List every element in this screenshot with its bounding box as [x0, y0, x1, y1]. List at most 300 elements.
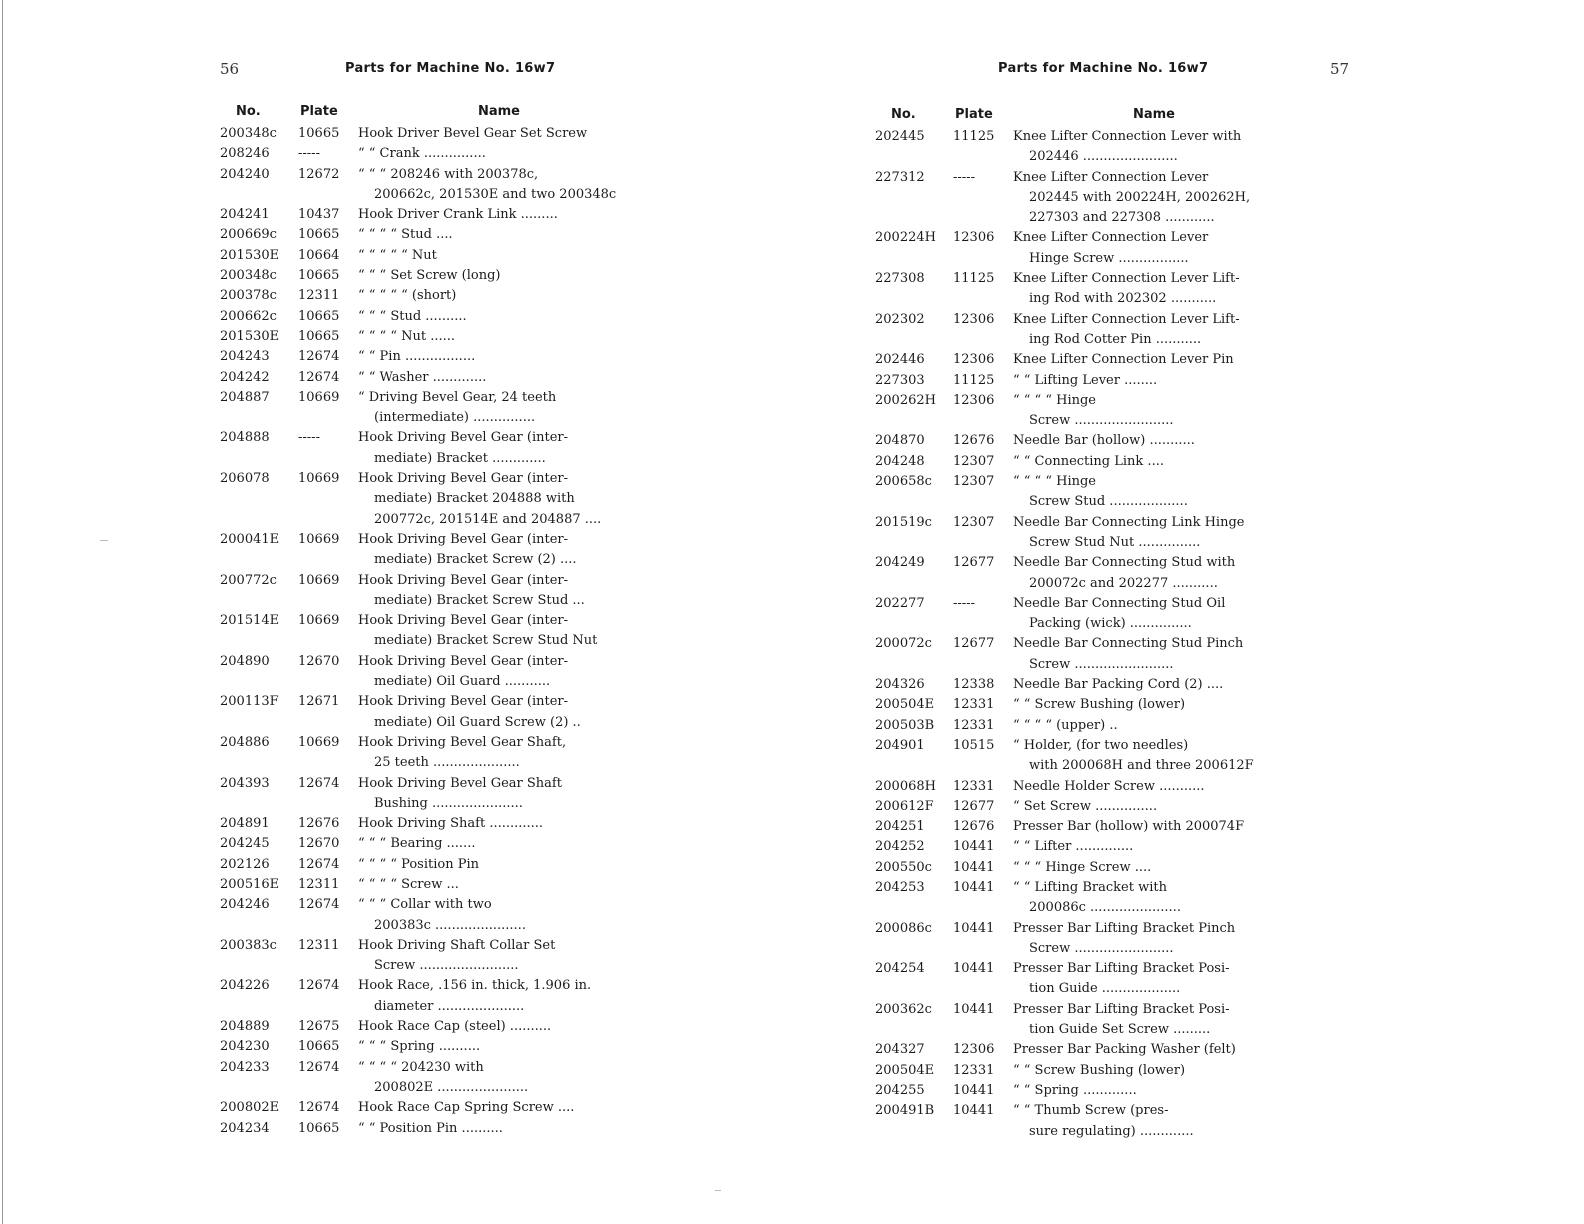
part-number: 200348c — [220, 126, 277, 141]
part-name-line: “ “ Lifting Bracket with — [1013, 879, 1167, 895]
part-number: 227308 — [875, 271, 925, 287]
part-name — [1013, 452, 1295, 472]
table-row — [875, 817, 1295, 837]
part-number: 204886 — [220, 734, 270, 750]
table-row — [220, 225, 640, 245]
part-name — [1013, 634, 1295, 675]
part-name-line: Packing (wick) ............... — [1029, 616, 1192, 632]
part-number: 200503B — [875, 717, 935, 733]
part-name — [358, 855, 640, 875]
plate-number: 10665 — [298, 268, 340, 284]
plate-number: ----- — [298, 430, 320, 446]
plate-number: 12674 — [298, 1059, 340, 1075]
plate-number: 10669 — [298, 389, 340, 405]
table-row — [875, 716, 1295, 736]
part-name-line: Hook Driving Shaft Collar Set — [358, 937, 556, 953]
part-name-line: “ “ “ “ Nut ...... — [358, 328, 456, 344]
part-number: 204233 — [220, 1059, 270, 1075]
part-name — [1013, 878, 1295, 919]
plate-number: 12677 — [953, 636, 995, 652]
plate-number: 12306 — [953, 1042, 995, 1058]
plate-number: 12338 — [953, 677, 995, 693]
part-name-line: Screw Stud Nut ............... — [1029, 534, 1201, 550]
plate-number: 10665 — [298, 328, 340, 344]
part-name — [1013, 1101, 1295, 1142]
part-number: 204890 — [220, 653, 270, 669]
table-row — [875, 513, 1295, 554]
plate-number: 11125 — [953, 372, 995, 388]
table-row — [220, 652, 640, 693]
part-number: 204249 — [875, 555, 925, 571]
part-number: 200378c — [220, 288, 277, 304]
table-row — [875, 1061, 1295, 1081]
part-number: 200383c — [220, 937, 277, 953]
part-name — [1013, 350, 1295, 370]
table-row — [220, 733, 640, 774]
part-name-line: “ “ “ Collar with two — [358, 897, 492, 913]
plate-number: 10665 — [298, 126, 340, 141]
part-number: 200662c — [220, 308, 277, 324]
part-number: 200086c — [875, 920, 932, 936]
plate-number: 12676 — [298, 816, 340, 832]
part-name-line: Needle Holder Screw ........... — [1013, 778, 1205, 794]
part-name — [1013, 228, 1295, 269]
part-number: 204242 — [220, 369, 270, 385]
part-number: 201514E — [220, 613, 280, 629]
part-name — [1013, 472, 1295, 513]
part-number: 204230 — [220, 1039, 270, 1055]
part-name-line: Hook Driving Bevel Gear (inter- — [358, 471, 568, 487]
part-number: 227303 — [875, 372, 925, 388]
table-row — [220, 692, 640, 733]
table-row — [220, 571, 640, 612]
table-row — [875, 127, 1295, 168]
part-name-line: 200772c, 201514E and 204887 .... — [374, 511, 602, 527]
plate-number: 10669 — [298, 572, 340, 588]
plate-number: 12307 — [953, 453, 995, 469]
part-name-line: Hinge Screw ................. — [1029, 250, 1189, 266]
part-name — [1013, 513, 1295, 554]
table-row — [220, 1017, 640, 1037]
part-name-line: Knee Lifter Connection Lever — [1013, 169, 1209, 185]
part-number: 202446 — [875, 352, 925, 368]
part-name-line: 200802E ...................... — [374, 1079, 529, 1095]
part-name — [358, 225, 640, 245]
part-number: 204889 — [220, 1019, 270, 1035]
part-name-line: Knee Lifter Connection Lever Lift- — [1013, 311, 1240, 327]
part-name — [358, 165, 640, 206]
plate-number: 12676 — [953, 819, 995, 835]
table-row — [875, 675, 1295, 695]
part-name-line: “ “ Position Pin .......... — [358, 1120, 503, 1136]
table-row — [220, 1058, 640, 1099]
table-row — [875, 1000, 1295, 1041]
plate-number: 12674 — [298, 775, 340, 791]
part-number: 200224H — [875, 230, 936, 246]
part-name-line: “ “ Screw Bushing (lower) — [1013, 697, 1186, 713]
plate-number: 10669 — [298, 471, 340, 487]
plate-number: 10664 — [298, 247, 340, 263]
part-name-line: “ Holder, (for two needles) — [1013, 737, 1189, 753]
part-name — [1013, 168, 1295, 229]
part-name-line: Knee Lifter Connection Lever Pin — [1013, 352, 1234, 368]
part-name-line: Needle Bar Connecting Link Hinge — [1013, 514, 1245, 530]
part-number: 201530E — [220, 247, 280, 263]
part-name-line: diameter ..................... — [374, 998, 525, 1014]
part-number: 201530E — [220, 328, 280, 344]
plate-number: 12677 — [953, 555, 995, 571]
part-name-line: Screw ........................ — [1029, 940, 1174, 956]
part-name — [358, 1037, 640, 1057]
parts-table — [875, 103, 1295, 1142]
part-number: 204240 — [220, 166, 270, 182]
table-row — [875, 837, 1295, 857]
plate-number: ----- — [298, 146, 320, 162]
table-row — [875, 553, 1295, 594]
part-number: 204241 — [220, 207, 270, 223]
part-name-line: mediate) Bracket Screw (2) .... — [374, 552, 577, 568]
plate-number: 12306 — [953, 230, 995, 246]
part-name-line: “ “ Lifter .............. — [1013, 839, 1134, 855]
page-title: Parts for Machine No. 16w7 — [998, 61, 1209, 76]
part-name-line: “ “ Thumb Screw (pres- — [1013, 1103, 1169, 1119]
part-name-line: (intermediate) ............... — [374, 410, 536, 426]
table-row — [220, 1098, 640, 1118]
plate-number: 12307 — [953, 514, 995, 530]
table-row — [875, 959, 1295, 1000]
table-row — [220, 368, 640, 388]
part-name-line: Hook Driving Bevel Gear Shaft — [358, 775, 562, 791]
part-number: 204254 — [875, 961, 925, 977]
part-name-line: mediate) Bracket Screw Stud Nut — [374, 633, 598, 649]
plate-number: 12672 — [298, 166, 340, 182]
part-name-line: mediate) Oil Guard ........... — [374, 674, 551, 690]
part-name — [358, 530, 640, 571]
table-row — [875, 310, 1295, 351]
table-row — [875, 797, 1295, 817]
part-name — [358, 428, 640, 469]
part-name-line: tion Guide ................... — [1029, 981, 1181, 997]
part-name-line: “ Set Screw ............... — [1013, 798, 1158, 814]
plate-number: 11125 — [953, 129, 995, 144]
part-number: 204255 — [875, 1082, 925, 1098]
part-name — [358, 976, 640, 1017]
part-name-line: “ “ “ Set Screw (long) — [358, 268, 501, 284]
part-name-line: Needle Bar Packing Cord (2) .... — [1013, 677, 1224, 693]
table-row — [220, 1119, 640, 1139]
part-name-line: Screw ........................ — [374, 958, 519, 974]
table-row — [875, 1081, 1295, 1101]
part-number: 204234 — [220, 1120, 270, 1136]
part-number: 200516E — [220, 876, 280, 892]
plate-number: 12331 — [953, 697, 995, 713]
part-name-line: “ “ “ “ Hinge — [1013, 474, 1096, 490]
part-name-line: Bushing ...................... — [374, 795, 523, 811]
part-name-line: 200086c ...................... — [1029, 900, 1181, 916]
part-name-line: “ “ Crank ............... — [358, 146, 486, 162]
part-name — [1013, 675, 1295, 695]
part-name — [358, 652, 640, 693]
table-row — [220, 855, 640, 875]
part-name — [358, 246, 640, 266]
part-name — [358, 875, 640, 895]
part-name — [1013, 1040, 1295, 1060]
part-name — [1013, 858, 1295, 878]
table-row — [220, 246, 640, 266]
part-name — [358, 144, 640, 164]
part-name — [358, 266, 640, 286]
part-name — [1013, 127, 1295, 168]
plate-number: 12311 — [298, 937, 340, 953]
part-name — [1013, 371, 1295, 391]
part-name-line: “ “ Connecting Link .... — [1013, 453, 1164, 469]
part-name-line: Screw ........................ — [1029, 656, 1174, 672]
part-name-line: Hook Driving Bevel Gear (inter- — [358, 613, 568, 629]
plate-number: 10669 — [298, 734, 340, 750]
table-row — [220, 165, 640, 206]
table-row — [875, 168, 1295, 229]
part-name — [358, 307, 640, 327]
part-name-line: Hook Driving Bevel Gear (inter- — [358, 694, 568, 710]
part-name-line: 200383c ...................... — [374, 917, 526, 933]
plate-number: 10441 — [953, 859, 995, 875]
part-number: 204888 — [220, 430, 270, 446]
table-body — [220, 124, 640, 1139]
page-edge-line — [2, 0, 3, 1224]
plate-number: 10441 — [953, 879, 995, 895]
table-row — [875, 431, 1295, 451]
part-number: 202126 — [220, 856, 270, 872]
part-number: 204253 — [875, 879, 925, 895]
part-number: 200772c — [220, 572, 277, 588]
plate-number: ----- — [953, 169, 975, 185]
part-number: 200113F — [220, 694, 279, 710]
table-row — [220, 307, 640, 327]
part-number: 204326 — [875, 677, 925, 693]
part-number: 200491B — [875, 1103, 935, 1119]
table-row — [875, 1101, 1295, 1142]
part-name — [358, 1098, 640, 1118]
part-name-line: “ “ “ “ (upper) .. — [1013, 717, 1118, 733]
part-name-line: Hook Driver Crank Link ......... — [358, 207, 558, 223]
plate-number: 10441 — [953, 961, 995, 977]
part-number: 204246 — [220, 897, 270, 913]
part-name-line: Needle Bar (hollow) ........... — [1013, 433, 1195, 449]
part-name — [1013, 777, 1295, 797]
part-name — [358, 733, 640, 774]
part-name-line: “ “ “ Stud .......... — [358, 308, 467, 324]
part-name-line: “ “ “ 208246 with 200378c, — [358, 166, 539, 182]
part-number: 204245 — [220, 836, 270, 852]
part-name — [1013, 310, 1295, 351]
header-name: Name — [477, 103, 520, 119]
parts-table — [220, 100, 640, 1139]
header-plate: Plate — [300, 103, 338, 119]
part-name-line: tion Guide Set Screw ......... — [1029, 1022, 1211, 1038]
part-name — [1013, 391, 1295, 432]
part-name — [1013, 695, 1295, 715]
part-name-line: Presser Bar Lifting Bracket Posi- — [1013, 961, 1230, 977]
part-name-line: Screw Stud ................... — [1029, 494, 1188, 510]
part-name — [358, 286, 640, 306]
part-number: 206078 — [220, 471, 270, 487]
part-name — [358, 469, 640, 530]
plate-number: 12670 — [298, 836, 340, 852]
plate-number: 12306 — [953, 311, 995, 327]
plate-number: 10665 — [298, 308, 340, 324]
part-name-line: mediate) Bracket 204888 with — [374, 491, 575, 507]
table-row — [875, 736, 1295, 777]
plate-number: 10665 — [298, 1120, 340, 1136]
table-row — [220, 611, 640, 652]
part-name-line: Presser Bar Lifting Bracket Pinch — [1013, 920, 1236, 936]
part-name — [1013, 797, 1295, 817]
margin-mark — [100, 540, 108, 541]
plate-number: 11125 — [953, 271, 995, 287]
table-row — [220, 814, 640, 834]
part-name-line: 200072c and 202277 ........... — [1029, 575, 1218, 591]
table-row — [220, 347, 640, 367]
plate-number: 10665 — [298, 227, 340, 243]
part-name-line: Presser Bar Packing Washer (felt) — [1013, 1042, 1236, 1058]
part-number: 200669c — [220, 227, 277, 243]
table-row — [220, 205, 640, 225]
part-name — [358, 388, 640, 429]
part-name-line: Knee Lifter Connection Lever — [1013, 230, 1209, 246]
plate-number: 12674 — [298, 349, 340, 365]
plate-number: 12674 — [298, 856, 340, 872]
table-row — [875, 858, 1295, 878]
part-number: 204891 — [220, 816, 270, 832]
plate-number: 12674 — [298, 978, 340, 994]
part-name-line: “ “ Pin ................. — [358, 349, 476, 365]
part-name — [1013, 431, 1295, 451]
plate-number: 12331 — [953, 778, 995, 794]
part-number: 200072c — [875, 636, 932, 652]
table-row — [220, 469, 640, 530]
plate-number: 12306 — [953, 392, 995, 408]
part-number: 200262H — [875, 392, 936, 408]
plate-number: 12676 — [953, 433, 995, 449]
part-name-line: Hook Driving Bevel Gear Shaft, — [358, 734, 567, 750]
table-row — [875, 777, 1295, 797]
part-name-line: “ “ Spring ............. — [1013, 1082, 1137, 1098]
part-name — [358, 1058, 640, 1099]
part-number: 200802E — [220, 1100, 280, 1116]
table-row — [875, 228, 1295, 269]
part-name-line: Hook Driving Bevel Gear (inter- — [358, 572, 568, 588]
part-name-line: “ “ “ “ Hinge — [1013, 392, 1096, 408]
part-number: 200612F — [875, 798, 934, 814]
part-name — [358, 124, 640, 144]
part-name-line: “ “ “ “ 204230 with — [358, 1059, 484, 1075]
page-number: 57 — [1330, 60, 1350, 78]
part-number: 202445 — [875, 129, 925, 144]
part-name — [1013, 553, 1295, 594]
part-name-line: “ “ Washer ............. — [358, 369, 487, 385]
part-name — [1013, 736, 1295, 777]
table-row — [220, 144, 640, 164]
part-name-line: Hook Driver Bevel Gear Set Screw — [358, 126, 588, 141]
plate-number: 12674 — [298, 369, 340, 385]
part-number: 200658c — [875, 474, 932, 490]
table-row — [875, 269, 1295, 310]
plate-number: 12311 — [298, 288, 340, 304]
part-name-line: Screw ........................ — [1029, 413, 1174, 429]
part-number: 200041E — [220, 531, 280, 547]
part-name-line: Needle Bar Connecting Stud with — [1013, 555, 1236, 571]
part-name — [1013, 1000, 1295, 1041]
part-number: 202302 — [875, 311, 925, 327]
part-name — [358, 611, 640, 652]
part-name-line: “ “ Lifting Lever ........ — [1013, 372, 1158, 388]
part-name — [358, 347, 640, 367]
part-name-line: “ “ “ “ “ Nut — [358, 247, 437, 263]
plate-number: 12675 — [298, 1019, 340, 1035]
part-name-line: “ “ “ “ “ (short) — [358, 288, 457, 304]
table-row — [220, 895, 640, 936]
plate-number: 12331 — [953, 1062, 995, 1078]
part-number: 200550c — [875, 859, 932, 875]
part-name-line: “ “ “ Hinge Screw .... — [1013, 859, 1152, 875]
table-row — [875, 919, 1295, 960]
table-row — [220, 530, 640, 571]
plate-number: 10669 — [298, 613, 340, 629]
part-name-line: ing Rod Cotter Pin ........... — [1029, 331, 1202, 347]
part-number: 204393 — [220, 775, 270, 791]
plate-number: 12674 — [298, 897, 340, 913]
part-name-line: Hook Race Cap Spring Screw .... — [358, 1100, 575, 1116]
left-page — [0, 0, 780, 1224]
part-name-line: “ “ Screw Bushing (lower) — [1013, 1062, 1186, 1078]
part-name — [358, 368, 640, 388]
part-number: 227312 — [875, 169, 925, 185]
gutter-mark — [715, 1190, 721, 1191]
plate-number: 12674 — [298, 1100, 340, 1116]
part-name-line: 200662c, 201530E and two 200348c — [374, 186, 617, 202]
table-row — [220, 774, 640, 815]
part-name — [358, 327, 640, 347]
part-name-line: Hook Driving Bevel Gear (inter- — [358, 653, 568, 669]
plate-number: 10665 — [298, 1039, 340, 1055]
part-number: 204226 — [220, 978, 270, 994]
table-row — [875, 878, 1295, 919]
part-name-line: with 200068H and three 200612F — [1029, 758, 1254, 774]
part-name — [358, 774, 640, 815]
header-no: No. — [891, 106, 916, 122]
part-name-line: Knee Lifter Connection Lever with — [1013, 129, 1242, 144]
part-name-line: Hook Driving Bevel Gear (inter- — [358, 531, 568, 547]
table-row — [875, 634, 1295, 675]
table-row — [220, 936, 640, 977]
part-number: 204327 — [875, 1042, 925, 1058]
right-page — [800, 0, 1584, 1224]
part-name-line: Hook Race Cap (steel) .......... — [358, 1019, 552, 1035]
part-name — [1013, 716, 1295, 736]
plate-number: 12670 — [298, 653, 340, 669]
part-number: 202277 — [875, 595, 925, 611]
part-name-line: “ “ “ “ Screw ... — [358, 876, 459, 892]
plate-number: 10515 — [953, 737, 995, 753]
table-header — [220, 100, 640, 122]
plate-number: 12331 — [953, 717, 995, 733]
part-name-line: “ Driving Bevel Gear, 24 teeth — [358, 389, 557, 405]
part-name — [1013, 1081, 1295, 1101]
table-row — [875, 472, 1295, 513]
part-number: 200504E — [875, 1062, 935, 1078]
part-name-line: “ “ “ “ Stud .... — [358, 227, 453, 243]
plate-number: 12307 — [953, 474, 995, 490]
